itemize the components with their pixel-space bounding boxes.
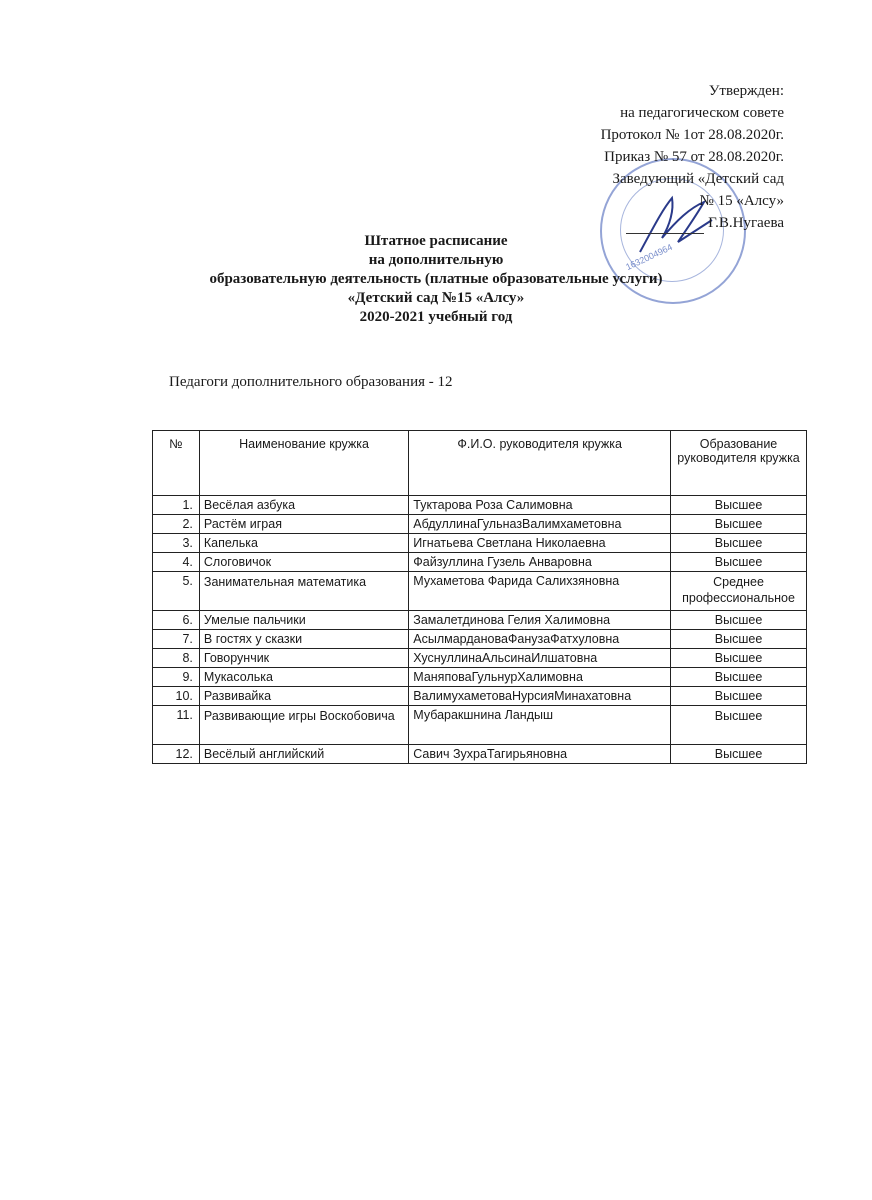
row-club: Весёлая азбука xyxy=(199,496,408,515)
row-num: 1. xyxy=(153,496,200,515)
row-leader: Мухаметова Фарида Салихзяновна xyxy=(409,572,671,611)
row-education: Высшее xyxy=(671,515,807,534)
title-line: 2020-2021 учебный год xyxy=(359,309,513,325)
table-row xyxy=(153,534,807,553)
row-leader: Туктарова Роза Салимовна xyxy=(409,496,671,515)
row-education: Высшее xyxy=(671,745,807,764)
row-leader: Игнатьева Светлана Николаевна xyxy=(409,534,671,553)
row-education: Высшее xyxy=(671,611,807,630)
row-num: 11. xyxy=(153,706,200,745)
row-num: 6. xyxy=(153,611,200,630)
approval-signer-line xyxy=(601,212,784,234)
row-club: В гостях у сказки xyxy=(199,630,408,649)
approval-block xyxy=(601,80,784,234)
title-line: на дополнительную xyxy=(368,252,504,268)
row-leader: ХуснуллинаАльсинаИлшатовна xyxy=(409,649,671,668)
header-num: № xyxy=(153,431,200,496)
row-education: Высшее xyxy=(671,668,807,687)
table-row xyxy=(153,496,807,515)
row-club: Капелька xyxy=(199,534,408,553)
row-leader: Замалетдинова Гелия Халимовна xyxy=(409,611,671,630)
row-education: Высшее xyxy=(671,496,807,515)
row-club: Весёлый английский xyxy=(199,745,408,764)
title-line: «Детский сад №15 «Алсу» xyxy=(347,290,525,306)
approval-line: на педагогическом совете xyxy=(620,105,784,121)
table-row xyxy=(153,611,807,630)
table-row xyxy=(153,553,807,572)
row-num: 2. xyxy=(153,515,200,534)
row-education: Высшее xyxy=(671,649,807,668)
header-education: Образование руководителя кружка xyxy=(671,431,807,496)
row-club: Растём играя xyxy=(199,515,408,534)
table-body xyxy=(153,496,807,764)
title-line: Штатное расписание xyxy=(364,233,508,249)
title-line: образовательную деятельность (платные образовательные услуги) xyxy=(209,271,663,287)
stamp-number: 1632004964 xyxy=(624,241,674,273)
row-num: 5. xyxy=(153,572,200,611)
approval-line: № 15 «Алсу» xyxy=(699,193,784,209)
row-num: 7. xyxy=(153,630,200,649)
approval-line: Утвержден: xyxy=(708,83,784,99)
row-club: Занимательная математика xyxy=(199,572,408,611)
row-num: 8. xyxy=(153,649,200,668)
document-title xyxy=(0,232,872,327)
row-leader: Мубаракшнина Ландыш xyxy=(409,706,671,745)
table-row xyxy=(153,515,807,534)
header-leader: Ф.И.О. руководителя кружка xyxy=(409,431,671,496)
table-row xyxy=(153,668,807,687)
table-row xyxy=(153,630,807,649)
row-education: Высшее xyxy=(671,553,807,572)
row-num: 3. xyxy=(153,534,200,553)
approval-line: Приказ № 57 от 28.08.2020г. xyxy=(604,149,784,165)
signer-name: Г.В.Нугаева xyxy=(708,215,784,231)
row-leader: ВалимухаметоваНурсияМинахатовна xyxy=(409,687,671,706)
table-row xyxy=(153,745,807,764)
row-leader: Савич ЗухраТагирьяновна xyxy=(409,745,671,764)
row-leader: АсылмардановаФанузаФатхуловна xyxy=(409,630,671,649)
row-education: Среднее профессиональное xyxy=(671,572,807,611)
row-num: 12. xyxy=(153,745,200,764)
row-leader: АбдуллинаГульназВалимхаметовна xyxy=(409,515,671,534)
row-education: Высшее xyxy=(671,630,807,649)
row-club: Умелые пальчики xyxy=(199,611,408,630)
table-row xyxy=(153,706,807,745)
row-num: 10. xyxy=(153,687,200,706)
table-row xyxy=(153,687,807,706)
row-num: 4. xyxy=(153,553,200,572)
staff-count: Педагоги дополнительного образования - 12 xyxy=(169,374,453,390)
row-club: Говорунчик xyxy=(199,649,408,668)
table-header-row xyxy=(153,431,807,496)
row-club: Развивающие игры Воскобовича xyxy=(199,706,408,745)
row-club: Слоговичок xyxy=(199,553,408,572)
row-education: Высшее xyxy=(671,534,807,553)
schedule-table xyxy=(152,430,807,764)
approval-line: Протокол № 1от 28.08.2020г. xyxy=(600,127,784,143)
row-education: Высшее xyxy=(671,687,807,706)
row-club: Развивайка xyxy=(199,687,408,706)
row-education: Высшее xyxy=(671,706,807,745)
row-club: Мукасолька xyxy=(199,668,408,687)
table-row xyxy=(153,572,807,611)
row-num: 9. xyxy=(153,668,200,687)
header-club: Наименование кружка xyxy=(199,431,408,496)
approval-line: Заведующий «Детский сад xyxy=(612,171,784,187)
table-row xyxy=(153,649,807,668)
row-leader: Файзуллина Гузель Анваровна xyxy=(409,553,671,572)
row-leader: МаняповаГульнурХалимовна xyxy=(409,668,671,687)
